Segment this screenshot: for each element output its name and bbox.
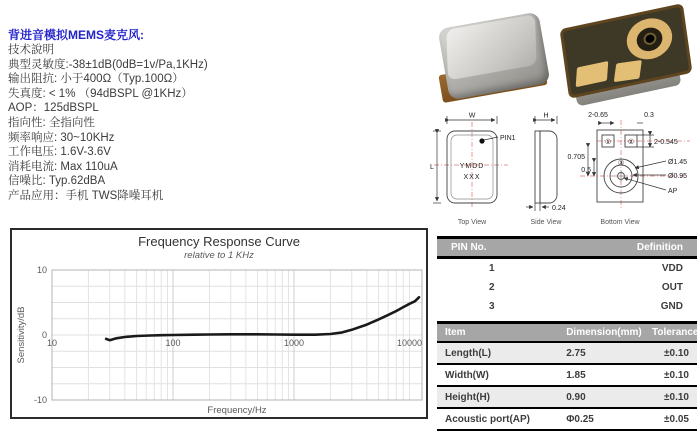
dimension-drawings bbox=[428, 106, 700, 232]
item-name: Length(L) bbox=[437, 342, 554, 364]
spec-line: 技术說明 bbox=[8, 44, 54, 56]
pin1-label: PIN1 bbox=[500, 135, 516, 142]
pad3-number: ③ bbox=[617, 160, 625, 167]
product-photo-bottom-side bbox=[558, 14, 698, 108]
item-name: Width(W) bbox=[437, 364, 554, 386]
pin-col-header: PIN No. bbox=[437, 238, 594, 258]
side-view-caption: Side View bbox=[530, 219, 562, 226]
dim-0705: 0.705 bbox=[567, 154, 585, 161]
spec-line: 工作电压: 1.6V-3.6V bbox=[8, 146, 111, 159]
dimension-table bbox=[437, 321, 697, 431]
pin-table bbox=[437, 236, 697, 316]
pin-number: 3 bbox=[489, 301, 495, 312]
table-row bbox=[437, 278, 697, 297]
chart-title: Frequency Response Curve bbox=[138, 234, 300, 249]
table-row bbox=[437, 342, 697, 364]
chart-plot-area bbox=[12, 260, 426, 417]
chart-subtitle: relative to 1 KHz bbox=[184, 250, 254, 261]
pin-number: 1 bbox=[489, 263, 495, 274]
pin-definition: GND bbox=[660, 301, 683, 312]
x-axis-title: Frequency/Hz bbox=[207, 405, 267, 416]
ring-inner bbox=[635, 25, 664, 53]
length-dim-label: L bbox=[430, 164, 434, 171]
spec-line: 输出阻抗: 小于400Ω（Typ.100Ω） bbox=[8, 73, 184, 86]
item-col-header: Item bbox=[437, 323, 554, 343]
svg-text:1000: 1000 bbox=[283, 338, 305, 348]
solder-pad bbox=[576, 61, 609, 87]
svg-text:100: 100 bbox=[165, 338, 181, 348]
part-marking-2: XXX bbox=[463, 174, 481, 181]
item-dimension: 1.85 bbox=[554, 364, 652, 386]
pin-definition: OUT bbox=[661, 282, 683, 293]
pin-table-header bbox=[437, 238, 697, 258]
table-row bbox=[437, 386, 697, 408]
acoustic-port-label: AP bbox=[668, 188, 678, 195]
svg-text:10: 10 bbox=[36, 265, 47, 275]
tables-panel bbox=[437, 236, 697, 431]
item-tolerance: ±0.10 bbox=[652, 342, 697, 364]
dimension-col-header: Dimension(mm) bbox=[554, 323, 652, 343]
solder-pad bbox=[614, 60, 642, 82]
product-photo-top-angle bbox=[440, 16, 556, 108]
product-title: 背进音模拟MEMS麦克风: bbox=[8, 28, 144, 42]
inner-diameter-dim: Ø0.95 bbox=[668, 173, 688, 180]
bottom-view-caption: Bottom View bbox=[600, 219, 640, 226]
y-axis-title: Sensitivity/dB bbox=[16, 306, 27, 364]
frequency-response-chart bbox=[10, 228, 428, 419]
spec-block bbox=[8, 28, 338, 204]
top-view-drawing bbox=[430, 113, 516, 227]
thickness-dim-label: 0.24 bbox=[552, 205, 566, 212]
chart-axis-labels bbox=[16, 265, 422, 416]
spec-line: 典型灵敏度:-38±1dB(0dB=1v/Pa,1KHz) bbox=[8, 58, 208, 71]
acoustic-hole bbox=[645, 34, 655, 44]
item-name: Height(H) bbox=[437, 386, 554, 408]
spec-line: 产品应用：手机 TWS降噪耳机 bbox=[8, 189, 164, 202]
spec-line: 频率响应: 30~10KHz bbox=[8, 131, 115, 144]
svg-text:-10: -10 bbox=[33, 395, 47, 405]
table-row bbox=[437, 297, 697, 316]
pad-gap-dim: 0.3 bbox=[644, 112, 654, 119]
item-dimension: Φ0.25 bbox=[554, 408, 652, 430]
metal-lid-top bbox=[446, 14, 536, 80]
pin-number: 2 bbox=[489, 282, 495, 293]
solder-ring bbox=[624, 14, 675, 63]
pad-height-dim: 2-0.545 bbox=[654, 139, 678, 146]
table-row bbox=[437, 258, 697, 279]
table-row bbox=[437, 364, 697, 386]
svg-text:0: 0 bbox=[41, 330, 47, 340]
outer-diameter-dim: Ø1.45 bbox=[668, 159, 688, 166]
svg-text:10: 10 bbox=[46, 338, 58, 348]
pad-width-dim: 2-0.65 bbox=[588, 112, 608, 119]
part-marking-1: YMDD bbox=[459, 163, 485, 170]
item-tolerance: ±0.05 bbox=[652, 408, 697, 430]
dim-05: 0.5 bbox=[581, 167, 591, 174]
bottom-view-drawing bbox=[567, 112, 690, 226]
pin-definition: VDD bbox=[661, 263, 683, 274]
item-dimension: 2.75 bbox=[554, 342, 652, 364]
svg-text:10000: 10000 bbox=[396, 338, 422, 348]
table-row bbox=[437, 408, 697, 430]
spec-line: 失真度: < 1% （94dBSPL @1KHz） bbox=[8, 87, 193, 100]
top-view-caption: Top View bbox=[457, 219, 487, 226]
tolerance-col-header: Tolerance bbox=[652, 323, 697, 343]
side-view-drawing bbox=[526, 113, 566, 227]
spec-line: 消耗电流: Max 110uA bbox=[8, 160, 118, 173]
pad2-number: ② bbox=[627, 139, 635, 146]
height-dim-label: H bbox=[543, 112, 549, 120]
pad1-number: ① bbox=[604, 139, 612, 146]
dimension-table-header bbox=[437, 323, 697, 343]
item-name: Acoustic port(AP) bbox=[437, 408, 554, 430]
spec-line: 信噪比: Typ.62dBA bbox=[8, 175, 106, 188]
definition-col-header: Definition bbox=[594, 238, 697, 258]
spec-line: 指向性: 全指向性 bbox=[8, 116, 95, 129]
item-tolerance: ±0.10 bbox=[652, 364, 697, 386]
item-tolerance: ±0.10 bbox=[652, 386, 697, 408]
pin1-marker bbox=[479, 138, 484, 143]
spec-line: AOP：125dBSPL bbox=[8, 102, 99, 115]
width-dim-label: W bbox=[468, 112, 476, 120]
item-dimension: 0.90 bbox=[554, 386, 652, 408]
